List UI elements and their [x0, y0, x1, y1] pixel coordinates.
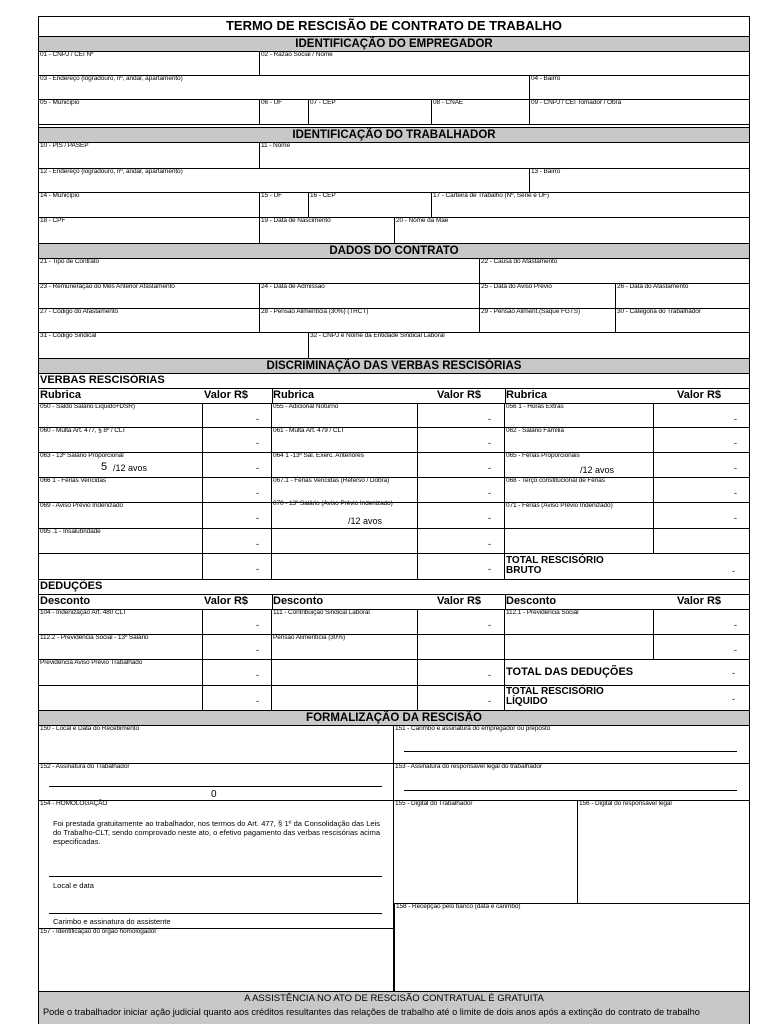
col-valor-1: Valor R$: [204, 389, 249, 401]
verba-value: -: [734, 488, 737, 498]
verba-value: -: [734, 463, 737, 473]
field-label: 32 - CNPJ e Nome da Entidade Sindical Laboral: [310, 332, 445, 339]
total-liquido: [505, 686, 749, 711]
section-formalizacao: FORMALIZAÇÃO DA RESCISÃO: [39, 710, 749, 726]
field-label: 21 - Tipo de Contrato: [40, 258, 99, 265]
avos-063-number: 5: [101, 461, 108, 473]
field-155-digital-trabalhador[interactable]: [394, 801, 578, 904]
col-desconto-1: Desconto: [40, 595, 91, 607]
field-label: 151 - Carimbo e assinatura do empregador ou preposto: [395, 725, 551, 732]
trct-form: [38, 16, 750, 1024]
verba-066[interactable]: [39, 478, 272, 503]
field-27-codigo-afastamento[interactable]: [39, 309, 260, 333]
verba-value: -: [734, 414, 737, 424]
field-15-uf[interactable]: [260, 193, 309, 218]
verba-060[interactable]: [39, 428, 272, 453]
field-156-digital-responsavel[interactable]: [578, 801, 749, 904]
col-divider: [417, 403, 418, 554]
field-23-remuneracao[interactable]: [39, 284, 260, 309]
deducao-label: Previdência Aviso Prévio Trabalhado: [40, 659, 143, 666]
verba-value: -: [256, 539, 259, 549]
col-valor-d3: Valor R$: [677, 595, 722, 607]
field-151-carimbo-empregador[interactable]: [394, 726, 749, 764]
deducao-label: 111 - Contribuição Sindical Laboral: [273, 609, 370, 616]
deducao-label: 104 - Indenização Art. 480 CLT: [40, 609, 127, 616]
col-divider: [202, 609, 203, 711]
field-25-aviso-previo[interactable]: [480, 284, 616, 309]
field-22-causa-afastamento[interactable]: [480, 259, 749, 284]
verba-value: -: [734, 438, 737, 448]
field-label: 29 - Pensão Aliment.(Saque FGTS): [481, 308, 581, 315]
deducao-value: -: [488, 620, 491, 630]
verba-label: 067.1 - Férias Vencidas (Referso / Dobra): [273, 477, 390, 484]
field-13-bairro[interactable]: [530, 169, 749, 193]
verba-063[interactable]: [39, 453, 272, 478]
field-label: 15 - UF: [261, 192, 282, 199]
field-17-carteira[interactable]: [432, 193, 749, 218]
field-label: 31 - Código Sindical: [40, 332, 97, 339]
verba-value: -: [488, 414, 491, 424]
deducao-empty-4[interactable]: [272, 686, 505, 711]
col-rubrica-1: Rubrica: [40, 389, 81, 401]
field-label: 19 - Data de Nascimento: [261, 217, 331, 224]
col-valor-2: Valor R$: [437, 389, 482, 401]
field-10-pis[interactable]: [39, 143, 260, 169]
field-label: 16 - CEP: [310, 192, 336, 199]
field-label: 153 - Assinatura do responsável legal do trabalhador: [395, 763, 542, 770]
field-11-nome[interactable]: [260, 143, 749, 169]
verba-value: -: [256, 463, 259, 473]
deducao-value: -: [734, 620, 737, 630]
field-label: 28 - Pensão Alimentícia (30%) (TRCT): [261, 308, 369, 315]
col-valor-d1: Valor R$: [204, 595, 249, 607]
verbas-table: [39, 388, 749, 389]
verba-value: -: [488, 539, 491, 549]
deducao-value: -: [488, 670, 491, 680]
deducao-label: 112.1 - Previdência Social: [506, 609, 579, 616]
deducao-value: -: [734, 645, 737, 655]
verba-068[interactable]: [505, 478, 749, 503]
col-divider: [653, 609, 654, 660]
verba-label: 050 - Saldo Salário Líquido+DSR): [40, 403, 135, 410]
col-divider: [505, 388, 506, 403]
verba-label: 055 - Adicional Noturno: [273, 403, 339, 410]
total-bruto-value: -: [732, 566, 735, 576]
field-label: 07 - CEP: [310, 99, 336, 106]
field-label: 14 - Município: [40, 192, 80, 199]
field-24-admissao[interactable]: [260, 284, 480, 309]
field-07-cep[interactable]: [309, 100, 432, 125]
field-08-cnae[interactable]: [432, 100, 530, 125]
field-label: 30 - Categoria do Trabalhador: [617, 308, 701, 315]
avos-070-label: /12 avos: [348, 516, 383, 526]
deducao-112-1[interactable]: [505, 609, 749, 635]
field-label: 17 - Carteira de Trabalho (Nº, Série e UF): [433, 192, 549, 199]
verba-069[interactable]: [39, 503, 272, 529]
verba-label: 056 1 - Horas Extras: [506, 403, 564, 410]
verba-label: 068 - Terço constitucional de Férias: [506, 477, 605, 484]
footer-title: A ASSISTÊNCIA NO ATO DE RESCISÃO CONTRATUAL É GRATUITA: [244, 993, 544, 1004]
field-154-homologacao[interactable]: [39, 801, 394, 928]
verba-062[interactable]: [505, 428, 749, 453]
field-label: 24 - Data de Admissão: [261, 283, 325, 290]
avos-065-label: /12 avos: [580, 465, 615, 475]
homologacao-text: Foi prestada gratuitamente ao trabalhador, nos termos do Art. 477, § 1º da Consolidação das Leis do Trabalho-CLT, sendo comprovado neste ato, o efetivo pagamento das verbas rescisórias acima especificadas.: [53, 819, 380, 846]
section-verbas: DISCRIMINAÇÃO DAS VERBAS RESCISÓRIAS: [39, 358, 749, 374]
field-label: 13 - Bairro: [531, 168, 561, 175]
deducao-empty-2[interactable]: [272, 660, 505, 686]
field-30-categoria[interactable]: [616, 309, 749, 333]
field-29-pensao-fgts[interactable]: [480, 309, 616, 333]
field-label: 10 - PIS / PASEP: [40, 142, 89, 149]
verba-empty-2[interactable]: [505, 529, 749, 554]
col-divider: [272, 388, 273, 403]
field-label: 01 - CNPJ / CEI Nº: [40, 51, 94, 58]
deducoes-heading: DEDUÇÕES: [40, 580, 103, 592]
field-label: 25 - Data do Aviso Prévio: [481, 283, 552, 290]
verba-label: 069 - Aviso Prévio Indenizado: [40, 502, 123, 509]
verba-value: -: [488, 564, 491, 574]
field-152-assinatura-trabalhador[interactable]: [39, 764, 394, 801]
avos-063-label: /12 avos: [113, 463, 148, 473]
col-rubrica-2: Rubrica: [273, 389, 314, 401]
field-label: 156 - Digital do responsável legal: [579, 800, 672, 807]
field-04-bairro[interactable]: [530, 76, 749, 100]
field-157-orgao-homologador[interactable]: [39, 928, 394, 992]
verba-071[interactable]: [505, 503, 749, 529]
field-28-pensao[interactable]: [260, 309, 480, 333]
col-divider: [417, 554, 418, 580]
verba-value: -: [256, 488, 259, 498]
deducao-empty-1[interactable]: [505, 635, 749, 660]
total-deducoes: [505, 660, 749, 686]
field-20-nome-mae[interactable]: [395, 218, 749, 244]
col-divider: [505, 594, 506, 609]
deducao-112-2[interactable]: [39, 635, 272, 660]
verba-value: -: [488, 438, 491, 448]
verba-label: 062 - Salário Família: [506, 427, 564, 434]
field-label: 05 - Município: [40, 99, 80, 106]
field-21-tipo-contrato[interactable]: [39, 259, 480, 284]
verba-061[interactable]: [272, 428, 505, 453]
verba-value: -: [734, 513, 737, 523]
col-divider: [417, 609, 418, 711]
total-bruto: [505, 554, 749, 580]
col-divider: [653, 403, 654, 554]
field-label: 08 - CNAE: [433, 99, 464, 106]
form-title: TERMO DE RESCISÃO DE CONTRATO DE TRABALHO: [225, 18, 563, 33]
verba-label: 066 1 - Férias Vencidas: [40, 477, 106, 484]
col-divider: [202, 403, 203, 554]
field-label: 09 - CNPJ / CEI Tomador / Obra: [531, 99, 622, 106]
verba-value: -: [256, 438, 259, 448]
verba-050[interactable]: [39, 403, 272, 428]
verba-label: 063 - 13º Salário Proporcional: [40, 452, 124, 459]
verba-empty-3[interactable]: [39, 554, 272, 580]
field-label: 03 - Endereço (logradouro, nº, andar, apartamento): [40, 75, 183, 82]
verba-label: 095 .1 - Insalubridade: [40, 528, 101, 535]
section-contrato: DADOS DO CONTRATO: [39, 243, 749, 259]
field-153-assinatura-responsavel[interactable]: [394, 764, 749, 801]
field-label: 27 - Código do Afastamento: [40, 308, 118, 315]
deducao-value: -: [256, 645, 259, 655]
deducao-value: -: [256, 620, 259, 630]
verbas-heading: VERBAS RESCISÓRIAS: [40, 374, 165, 386]
field-label: 11 - Nome: [261, 142, 290, 149]
signature-line: [49, 786, 382, 787]
signature-line: [404, 790, 737, 791]
carimbo-line: [49, 913, 382, 914]
field-03-endereco[interactable]: [39, 76, 530, 100]
field-label: 155 - Digital do Trabalhador: [395, 800, 473, 807]
verba-095[interactable]: [39, 529, 272, 554]
field-16-cep[interactable]: [309, 193, 432, 218]
verba-label: 065 - Férias Proporcionais: [506, 452, 580, 459]
verba-070[interactable]: [272, 500, 505, 529]
field-32-entidade-sindical[interactable]: [309, 333, 749, 359]
verba-056[interactable]: [505, 403, 749, 428]
total-deducoes-label: TOTAL DAS DEDUÇÕES: [506, 666, 634, 678]
total-liquido-value: -: [732, 694, 735, 704]
field-label: 20 - Nome da Mãe: [396, 217, 449, 224]
verba-label: 070 - 13º Salário (Aviso Prévio Indenizado): [273, 500, 393, 507]
local-data-line: [49, 876, 382, 877]
section-empregador: IDENTIFICAÇÃO DO EMPREGADOR: [39, 36, 749, 52]
field-label: 06 - UF: [261, 99, 282, 106]
deducoes-table: [39, 594, 749, 595]
field-19-nascimento[interactable]: [260, 218, 395, 244]
verba-055[interactable]: [272, 403, 505, 428]
verba-label: 061 - Multa Art. 479 / CLT: [273, 427, 345, 434]
deducao-label: 112.2 - Previdência Social - 13º Salário: [40, 634, 149, 641]
deducao-prev-aviso[interactable]: [39, 660, 272, 686]
deducao-111[interactable]: [272, 609, 505, 635]
col-rubrica-3: Rubrica: [506, 389, 547, 401]
verba-label: 064 1 -13º Sal. Exerc. Anteriores: [273, 452, 364, 459]
footer-box: [39, 992, 749, 1024]
field-01-cnpj[interactable]: [39, 52, 260, 76]
verba-value: -: [256, 513, 259, 523]
verba-label: 071 - Férias (Aviso Prévio Indenizado): [506, 502, 613, 509]
field-26-afastamento[interactable]: [616, 284, 749, 309]
col-divider: [202, 554, 203, 580]
field-02-razao-social[interactable]: [260, 52, 749, 76]
section-trabalhador: IDENTIFICAÇÃO DO TRABALHADOR: [39, 127, 749, 143]
deducao-value: -: [256, 670, 259, 680]
deducao-value: -: [488, 696, 491, 706]
verba-empty-1[interactable]: [272, 529, 505, 554]
carimbo-assistente-label: Carimbo e assinatura do assistente: [53, 917, 171, 926]
field-09-cnpj-tomador[interactable]: [530, 100, 749, 125]
deducao-label: Pensão Alimentícia (30%): [273, 634, 346, 641]
deducao-104[interactable]: [39, 609, 272, 635]
field-150-local-data[interactable]: [39, 726, 394, 764]
field-152-value: 0: [211, 789, 217, 800]
footer-text: Pode o trabalhador iniciar ação judicial quanto aos créditos resultantes das relações de trabalho até o limite de dois anos após a extinção do contrato de trabalho: [43, 1007, 700, 1017]
field-label: 26 - Data do Afastamento: [617, 283, 689, 290]
field-label: 154 - HOMOLOGAÇÃO: [40, 800, 108, 807]
col-desconto-2: Desconto: [273, 595, 324, 607]
field-06-uf[interactable]: [260, 100, 309, 125]
field-label: 02 - Razão Social / Nome: [261, 51, 333, 58]
field-label: 150 - Local e Data do Recebimento: [40, 725, 139, 732]
verba-value: -: [256, 564, 259, 574]
field-label: 157 - Identificação do órgão homologador: [40, 928, 157, 935]
field-05-municipio[interactable]: [39, 100, 260, 125]
deducao-value: -: [256, 696, 259, 706]
field-31-codigo-sindical[interactable]: [39, 333, 309, 359]
field-label: 23 - Remuneração do Mês Anterior Afastamento: [40, 283, 175, 290]
verba-value: -: [488, 488, 491, 498]
verba-label: 060 - Multa Art. 477, § 8º / CLT: [40, 427, 126, 434]
total-bruto-label: TOTAL RESCISÓRIO BRUTO: [506, 555, 604, 576]
signature-line: [404, 751, 737, 752]
deducao-pensao[interactable]: [272, 635, 505, 660]
verba-value: -: [256, 414, 259, 424]
deducao-empty-3[interactable]: [39, 686, 272, 711]
field-label: 158 - Recepção pelo banco (data e carimbo): [396, 903, 521, 910]
verba-value: -: [488, 513, 491, 523]
field-12-endereco[interactable]: [39, 169, 530, 193]
total-liquido-label: TOTAL RESCISÓRIO LÍQUIDO: [506, 686, 604, 707]
field-label: 18 - CPF: [40, 217, 66, 224]
field-18-cpf[interactable]: [39, 218, 260, 244]
field-label: 04 - Bairro: [531, 75, 561, 82]
col-valor-3: Valor R$: [677, 389, 722, 401]
verba-empty-4[interactable]: [272, 554, 505, 580]
field-label: 22 - Causa do Afastamento: [481, 258, 558, 265]
field-label: 12 - Endereço (logradouro, nº, andar, apartamento): [40, 168, 183, 175]
total-deducoes-value: -: [732, 668, 735, 678]
verba-value: -: [488, 463, 491, 473]
col-divider: [272, 594, 273, 609]
field-158-recepcao-banco[interactable]: [394, 904, 749, 992]
col-desconto-3: Desconto: [506, 595, 557, 607]
verba-065[interactable]: [505, 453, 749, 478]
field-14-municipio[interactable]: [39, 193, 260, 218]
field-label: 152 - Assinatura do Trabalhador: [40, 763, 130, 770]
col-valor-d2: Valor R$: [437, 595, 482, 607]
local-data-label: Local e data: [53, 881, 94, 890]
verba-064[interactable]: [272, 453, 505, 478]
